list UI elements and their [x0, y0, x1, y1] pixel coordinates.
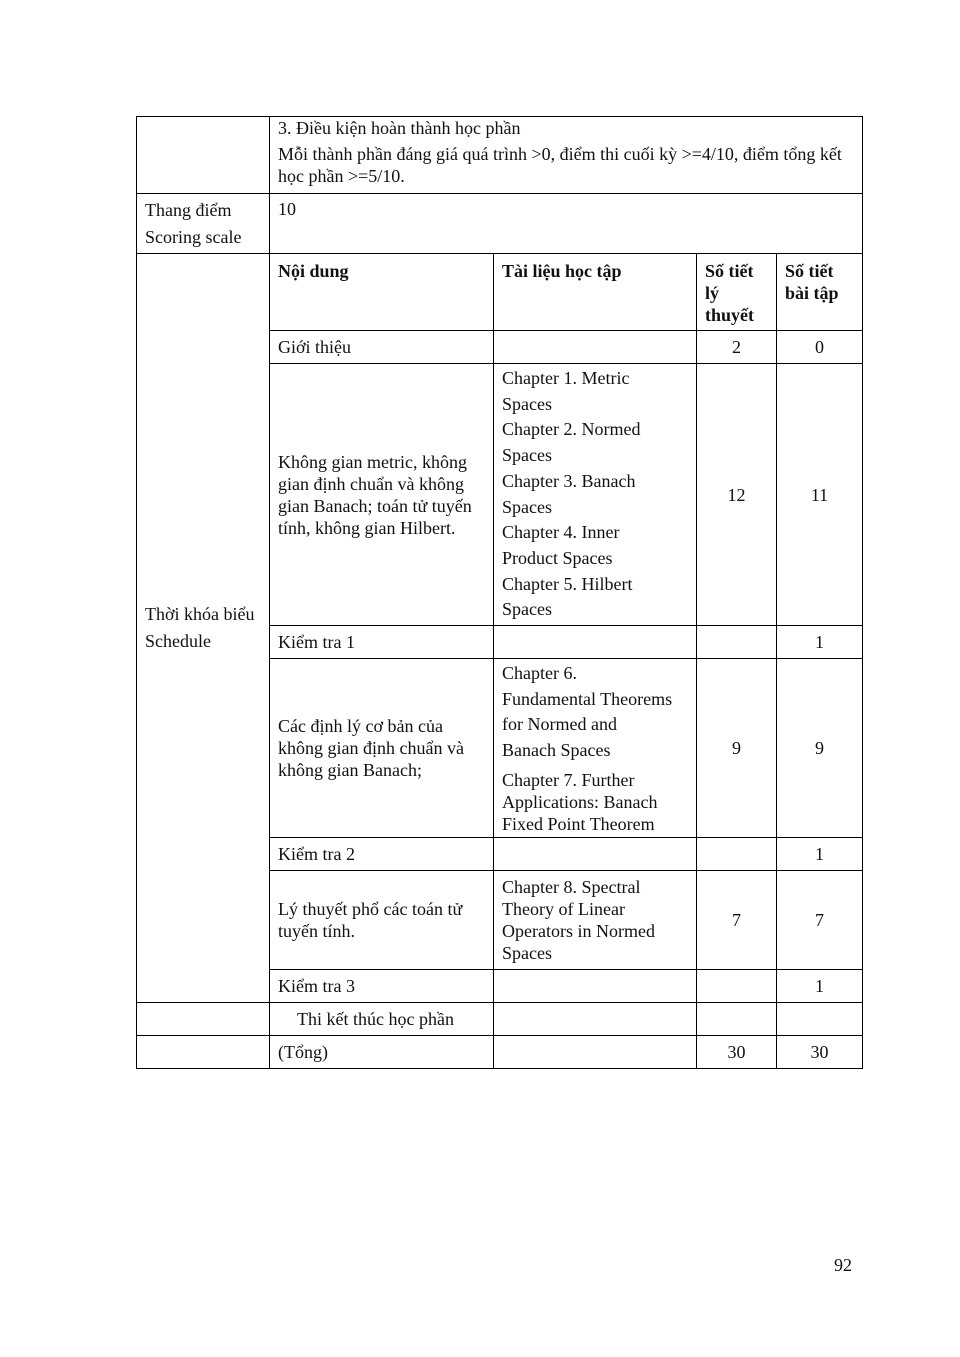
completion-text: Mỗi thành phần đáng giá quá trình >0, điểm thi cuối kỳ >=4/10, điểm tổng kết học phần >=5/10.	[278, 144, 842, 186]
material-line: Chapter 2. Normed	[502, 419, 641, 440]
material-line: Product Spaces	[502, 547, 613, 568]
material-line: Chapter 3. Banach	[502, 470, 636, 491]
row-exercise: 11	[777, 364, 863, 626]
total-label: (Tổng)	[270, 1035, 494, 1068]
row-exercise: 1	[777, 626, 863, 659]
empty-cell	[137, 1002, 270, 1035]
row-theory	[697, 969, 777, 1002]
schedule-label-vi: Thời khóa biểu	[145, 604, 255, 625]
scoring-label-en: Scoring scale	[145, 227, 242, 247]
final-exam-row	[137, 1002, 863, 1035]
completion-heading: 3. Điều kiện hoàn thành học phần	[278, 118, 521, 138]
row-materials	[494, 626, 697, 659]
material-line: Chapter 5. Hilbert	[502, 573, 633, 594]
total-theory: 30	[697, 1035, 777, 1068]
row-exercise: 9	[777, 659, 863, 838]
schedule-header-row	[137, 254, 863, 331]
empty-cell	[137, 117, 270, 194]
page-number: 92	[834, 1255, 852, 1275]
header-materials: Tài liệu học tập	[494, 254, 697, 331]
material-line: Fundamental Theorems	[502, 688, 673, 709]
row-content: Lý thuyết phổ các toán tử tuyến tính.	[270, 870, 494, 969]
scoring-row	[137, 194, 863, 254]
row-exercise: 7	[777, 870, 863, 969]
row-content: Kiểm tra 2	[270, 837, 494, 870]
material-line: Spaces	[502, 599, 552, 620]
scoring-label-vi: Thang điểm	[145, 200, 232, 220]
material-line: Spaces	[502, 496, 552, 517]
empty-cell	[777, 1002, 863, 1035]
syllabus-table	[136, 116, 863, 1069]
row-exercise: 1	[777, 969, 863, 1002]
material-line: Chapter 1. Metric	[502, 368, 630, 388]
scoring-value: 10	[270, 194, 863, 254]
row-content: Không gian metric, không gian định chuẩn và không gian Banach; toán tử tuyến tính, không gian Hilbert.	[270, 364, 494, 626]
final-exam-label: Thi kết thúc học phần	[270, 1002, 494, 1035]
row-materials	[494, 969, 697, 1002]
empty-cell	[137, 1035, 270, 1068]
header-theory: Số tiết lý thuyết	[697, 254, 777, 331]
empty-cell	[494, 1035, 697, 1068]
total-row	[137, 1035, 863, 1068]
header-exercise: Số tiết bài tập	[777, 254, 863, 331]
row-content: Giới thiệu	[270, 331, 494, 364]
completion-cell	[270, 117, 863, 194]
empty-cell	[697, 1002, 777, 1035]
header-content: Nội dung	[270, 254, 494, 331]
row-materials	[494, 659, 697, 838]
material-line: Spaces	[502, 445, 552, 466]
row-exercise: 0	[777, 331, 863, 364]
schedule-label	[137, 254, 270, 1003]
material-line: Chapter 6.	[502, 663, 577, 684]
scoring-label	[137, 194, 270, 254]
row-theory: 7	[697, 870, 777, 969]
empty-cell	[494, 1002, 697, 1035]
row-content: Các định lý cơ bản của không gian định chuẩn và không gian Banach;	[270, 659, 494, 838]
row-theory: 2	[697, 331, 777, 364]
row-theory: 12	[697, 364, 777, 626]
completion-row	[137, 117, 863, 194]
row-theory	[697, 626, 777, 659]
total-exercise: 30	[777, 1035, 863, 1068]
material-line: for Normed and	[502, 714, 617, 735]
row-theory: 9	[697, 659, 777, 838]
row-materials	[494, 837, 697, 870]
row-materials: Chapter 8. Spectral Theory of Linear Operators in Normed Spaces	[494, 870, 697, 969]
row-materials	[494, 364, 697, 626]
material-line: Chapter 7. Further Applications: Banach Fixed Point Theorem	[502, 769, 658, 834]
row-theory	[697, 837, 777, 870]
material-line: Spaces	[502, 393, 552, 414]
row-content: Kiểm tra 1	[270, 626, 494, 659]
material-line: Banach Spaces	[502, 740, 611, 761]
row-materials	[494, 331, 697, 364]
schedule-label-en: Schedule	[145, 631, 211, 652]
row-exercise: 1	[777, 837, 863, 870]
material-line: Chapter 4. Inner	[502, 522, 620, 543]
row-content: Kiểm tra 3	[270, 969, 494, 1002]
